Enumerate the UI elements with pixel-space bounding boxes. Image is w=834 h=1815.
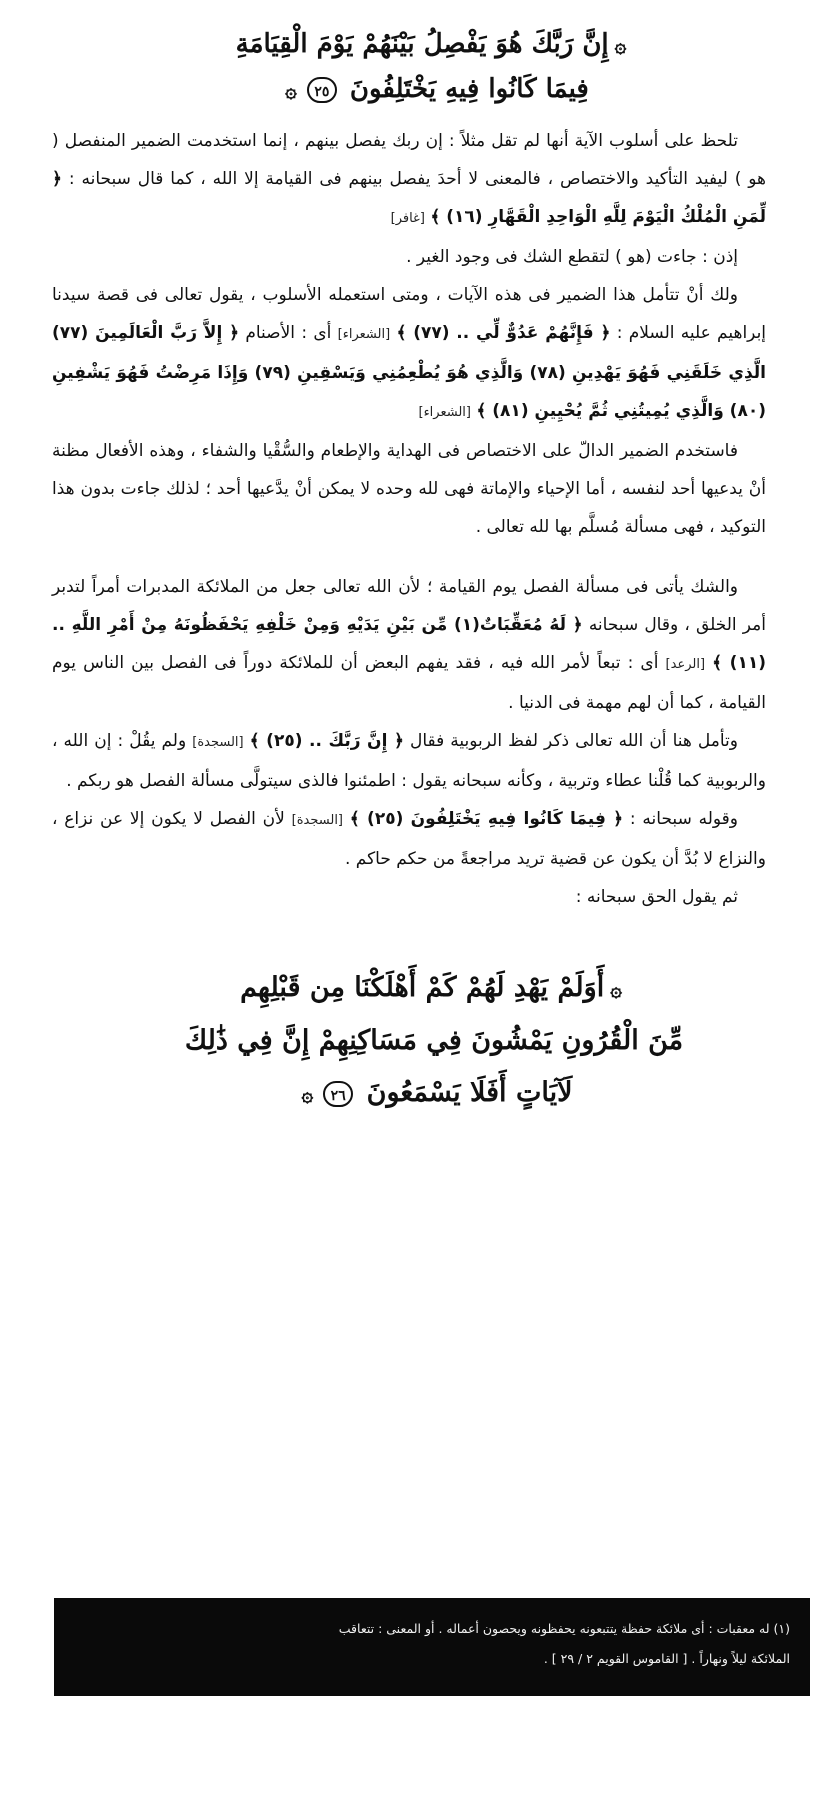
surah-reference: [السجدة] <box>291 813 343 828</box>
quran-quote: ﴿ لَهُ مُعَقِّبَاتٌ(١) مِّن بَيْنِ يَدَيْهِ وَمِنْ خَلْفِهِ يَحْفَظُونَهُ مِنْ أَمْرِ اللَّهِ .. (١١) ﴾ <box>52 615 767 673</box>
verse-ornament-icon: ۞ <box>614 33 627 57</box>
verse-bottom-line-2: مِّنَ الْقُرُونِ يَمْشُونَ فِي مَسَاكِنِهِمْ إِنَّ فِي ذَٰلِكَ <box>184 1025 684 1056</box>
verse-bottom-line-3: لَآيَاتٍ أَفَلَا يَسْمَعُونَ ٢٦۞ <box>301 1077 573 1108</box>
verse-ornament-icon: ۞ <box>285 78 297 102</box>
paragraph-2: إذن : جاءت (هو ) لتقطع الشك فى وجود الغير . <box>406 247 738 267</box>
verse-top-line-2: فِيمَا كَانُوا فِيهِ يَخْتَلِفُونَ ٢٥۞ <box>285 74 589 104</box>
paragraph-1: تلحظ على أسلوب الآية أنها لم تقل مثلاً : إن ربك يفصل بينهم ، إنما استخدمت الضمير المنفصل ( هو ) ليفيد التأكيد والاختصاص ، فالمعنى لا أحدَ يفصل بينهم فى القيامة إلا الله ، كما قال سبحانه : ﴿ لِّمَنِ الْمُلْكُ الْيَوْمَ لِلَّهِ الْوَاحِدِ الْقَهَّارِ (١٦) ﴾ [غافر] <box>52 131 767 227</box>
surah-reference: [غافر] <box>390 211 425 226</box>
verse-top-line-1: ۞إِنَّ رَبَّكَ هُوَ يَفْصِلُ بَيْنَهُمْ يَوْمَ الْقِيَامَةِ <box>235 29 627 59</box>
footnote-line-2: الملائكة ليلاً ونهاراً . [ القاموس القويم ٢ / ٢٩ ] . <box>543 1651 790 1666</box>
commentary-body <box>52 122 766 916</box>
quran-quote: ﴿ إِنَّ رَبَّكَ .. (٢٥) ﴾ <box>249 731 404 751</box>
ayah-number-badge: ٢٦ <box>323 1081 353 1107</box>
paragraph-7: وقوله سبحانه : ﴿ فِيمَا كَانُوا فِيهِ يَخْتَلِفُونَ (٢٥) ﴾ [السجدة] لأن الفصل لا يكون إلا عن نزاع ، والنزاع لا بُدَّ أن يكون عن قضية تريد مراجعةً من حكم حاكم . <box>52 809 766 869</box>
quran-quote: ﴿ فَإِنَّهُمْ عَدُوٌّ لِّي .. (٧٧) ﴾ <box>396 323 611 343</box>
paragraph-6: وتأمل هنا أن الله تعالى ذكر لفظ الربوبية فقال ﴿ إِنَّ رَبَّكَ .. (٢٥) ﴾ [السجدة] ولم يقُلْ : إن الله ، والربوبية كما قُلْنا عطاء وتربية ، وكأنه سبحانه يقول : اطمئنوا فالذى سيتولَّى مسألة الفصل هو ربكم . <box>52 731 766 791</box>
paragraph-gap <box>52 546 766 568</box>
verse-ornament-icon: ۞ <box>301 1082 314 1106</box>
verse-bottom-line-1: ۞أَوَلَمْ يَهْدِ لَهُمْ كَمْ أَهْلَكْنَا مِن قَبْلِهِم <box>240 972 622 1003</box>
quran-quote: ﴿ إِلاَّ رَبَّ الْعَالَمِينَ (٧٧) الَّذِي خَلَقَنِي فَهُوَ يَهْدِينِ (٧٨) وَالَّذِي هُوَ يُطْعِمُنِي وَيَسْقِينِ (٧٩) وَإِذَا مَرِضْتُ فَهُوَ يَشْفِينِ (٨٠) وَالَّذِي يُمِيتُنِي ثُمَّ يُحْيِينِ (٨١) ﴾ <box>52 323 766 421</box>
paragraph-8: ثم يقول الحق سبحانه : <box>575 887 738 907</box>
paragraph-3: ولك أنْ تتأمل هذا الضمير فى هذه الآيات ، ومتى استعمله الأسلوب ، يقول تعالى فى قصة سيدنا إبراهيم عليه السلام : ﴿ فَإِنَّهُمْ عَدُوٌّ لِّي .. (٧٧) ﴾ [الشعراء] أى : الأصنام ﴿ إِلاَّ رَبَّ الْعَالَمِينَ (٧٧) الَّذِي خَلَقَنِي فَهُوَ يَهْدِينِ (٧٨) وَالَّذِي هُوَ يُطْعِمُنِي وَيَسْقِينِ (٧٩) وَإِذَا مَرِضْتُ فَهُوَ يَشْفِينِ (٨٠) وَالَّذِي يُمِيتُنِي ثُمَّ يُحْيِينِ (٨١) ﴾ [الشعراء] <box>52 285 767 421</box>
surah-reference: [الشعراء] <box>337 327 391 342</box>
paragraph-5: والشك يأتى فى مسألة الفصل يوم القيامة ؛ لأن الله تعالى جعل من الملائكة المدبرات أمراً لتدبر أمر الخلق ، وقال سبحانه ﴿ لَهُ مُعَقِّبَاتٌ(١) مِّن بَيْنِ يَدَيْهِ وَمِنْ خَلْفِهِ يَحْفَظُونَهُ مِنْ أَمْرِ اللَّهِ .. (١١) ﴾ [الرعد] أى : تبعاً لأمر الله فيه ، فقد يفهم البعض أن للملائكة دوراً فى الفصل بين الناس يوم القيامة ، كما أن لهم مهمة فى الدنيا . <box>52 577 767 713</box>
footnote-line-1: (١) له معقبات : أى ملائكة حفظة يتتبعونه يحفظونه ويحصون أعماله . أو المعنى : تتعاقب <box>338 1621 790 1636</box>
quran-quote: ﴿ فِيمَا كَانُوا فِيهِ يَخْتَلِفُونَ (٢٥) ﴾ <box>349 809 624 829</box>
quran-quote: ﴿ لِّمَنِ الْمُلْكُ الْيَوْمَ لِلَّهِ الْوَاحِدِ الْقَهَّارِ (١٦) ﴾ <box>52 169 766 227</box>
verse-top <box>44 22 824 112</box>
ayah-number-badge: ٢٥ <box>307 77 337 103</box>
footnote <box>54 1598 810 1696</box>
surah-reference: [الرعد] <box>665 657 706 672</box>
verse-bottom <box>44 962 824 1120</box>
surah-reference: [السجدة] <box>192 735 244 750</box>
paragraph-4: فاستخدم الضمير الدالّ على الاختصاص فى الهداية والإطعام والسُّقْيا والشفاء ، وهذه الأفعال مظنة أنْ يدعيها أحد لنفسه ، أما الإحياء والإماتة فهى لله وحده لا يمكن أنْ يدَّعيها أحد ؛ لذلك جاءت بدون هذا التوكيد ، فهى مسألة مُسلَّم بها لله تعالى . <box>52 441 766 537</box>
surah-reference: [الشعراء] <box>418 405 471 420</box>
verse-ornament-icon: ۞ <box>610 977 622 1001</box>
book-page <box>44 0 824 1815</box>
